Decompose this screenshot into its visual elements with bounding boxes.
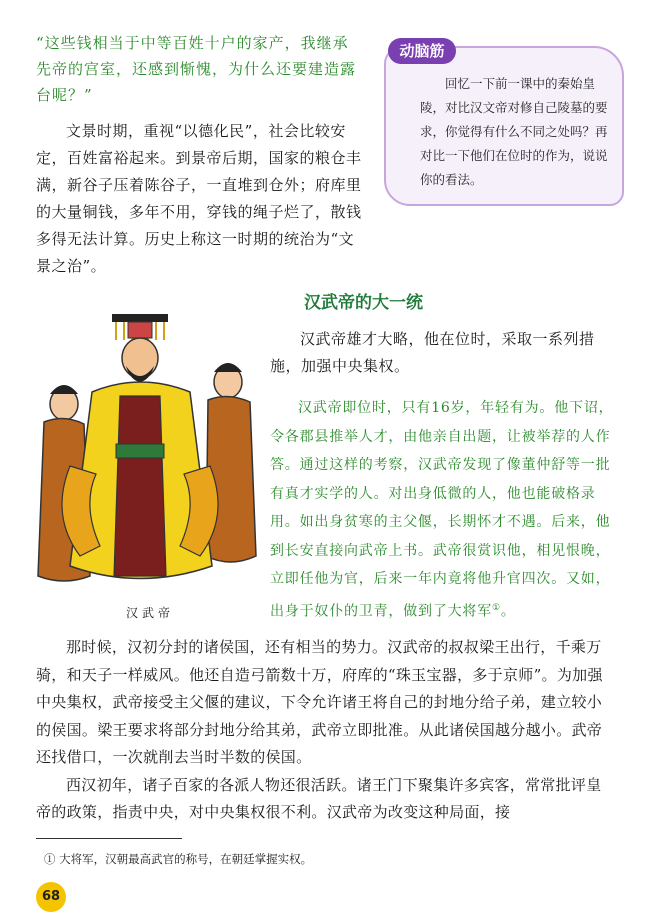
emperor-illustration bbox=[30, 306, 262, 596]
paragraph-schools: 西汉初年，诸子百家的各派人物还很活跃。诸王门下聚集许多宾客，常常批评皇帝的政策，指责中央，对中央集权很不利。汉武帝为改变这种局面，接 bbox=[36, 775, 602, 821]
story-end: 。 bbox=[500, 603, 516, 620]
story-text: 汉武帝即位时，只有16岁，年轻有为。他下诏，令各郡县推举人才，由他亲自出题，让被举荐的人作答。通过这样的考察，汉武帝发现了像董仲舒等一批有真才实学的人。对出身低微的人，他也能破格录用。如出身贫寒的主父偃，长期怀才不遇。后来，他到长安直接向武帝上书。武帝很赏识他，相见恨晚，立即任他为官，后来一年内竟将他升官四次。又如，出身于奴仆的卫青，做到了大将军 bbox=[270, 400, 614, 620]
illustration-caption: 汉武帝 bbox=[125, 606, 174, 620]
paragraph-vassals: 那时候，汉初分封的诸侯国，还有相当的势力。汉武帝的叔叔梁王出行，千乘万骑，和天子一样威风。他还自造弓箭数十万，府库的“珠玉宝器，多于京师”。为加强中央集权，武帝接受主父偃的建议，下令允许诸王将自己的封地分给子弟，建立较小的侯国。梁王要求将部分封地分给其弟，武帝立即批准。从此诸侯国越分越小。武帝还找借口，一次就削去当时半数的侯国。 bbox=[36, 638, 603, 766]
footnote-divider bbox=[36, 838, 182, 839]
think-badge: 动脑筋 bbox=[388, 38, 456, 64]
think-question: 回忆一下前一课中的秦始皇陵，对比汉文帝对修自己陵墓的要求，你觉得有什么不同之处吗？再对比一下他们在位时的作为，说说你的看法。 bbox=[420, 76, 608, 187]
paragraph-story bbox=[270, 394, 620, 626]
paragraph-intro: 汉武帝雄才大略，他在位时，采取一系列措施，加强中央集权。 bbox=[270, 330, 595, 375]
section-title: 汉武帝的大一统 bbox=[304, 293, 423, 313]
paragraph-wenjing: 文景时期，重视“以德化民”，社会比较安定，百姓富裕起来。到景帝后期，国家的粮仓丰满，新谷子压着陈谷子，一直堆到仓外；府库里的大量铜钱，多年不用，穿钱的绳子烂了，散钱多得无法计算。历史上称这一时期的统治为“文景之治”。 bbox=[36, 122, 362, 275]
paragraph-main bbox=[36, 634, 616, 827]
emperor bbox=[62, 314, 218, 579]
quote-text: “这些钱相当于中等百姓十户的家产，我继承先帝的宫室，还感到惭愧，为什么还要建造露台呢？” bbox=[36, 34, 357, 104]
footnote: ① 大将军，汉朝最高武官的称号，在朝廷掌握实权。 bbox=[44, 852, 313, 866]
footnote-marker: ① bbox=[492, 602, 501, 613]
page-number: 68 bbox=[36, 882, 66, 912]
